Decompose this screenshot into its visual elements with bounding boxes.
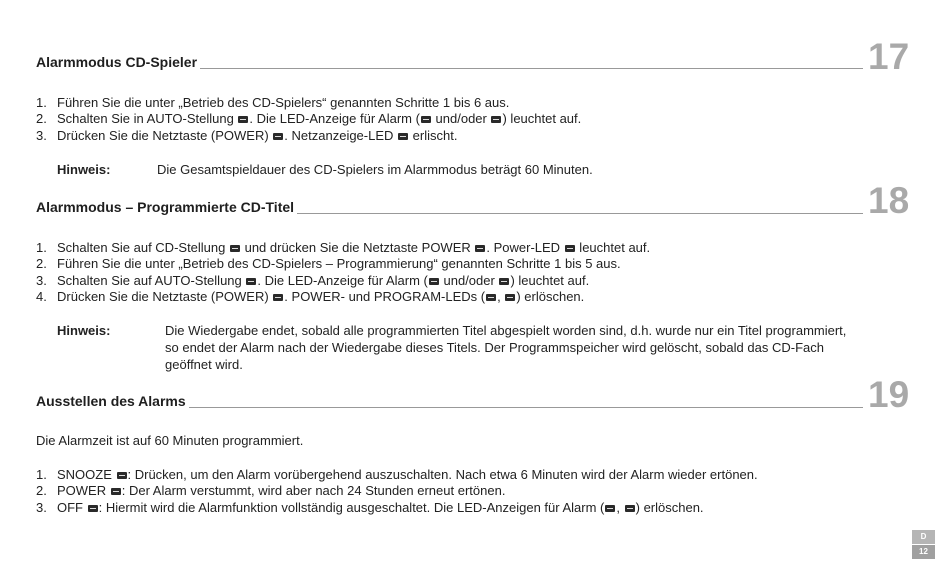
- key-reference-icon: [230, 245, 240, 252]
- key-reference-icon: [505, 294, 515, 301]
- step: 3. Drücken Sie die Netztaste (POWER) . Netzanzeige-LED erlischt.: [36, 128, 458, 143]
- section-18-heading: [36, 195, 863, 215]
- note-label: Hinweis:: [57, 162, 111, 177]
- key-reference-icon: [88, 505, 98, 512]
- key-reference-icon: [499, 278, 509, 285]
- key-reference-icon: [111, 488, 121, 495]
- key-reference-icon: [398, 133, 408, 140]
- key-reference-icon: [117, 472, 127, 479]
- key-reference-icon: [421, 116, 431, 123]
- step: 4. Drücken Sie die Netztaste (POWER) . POWER- und PROGRAM-LEDs ( , ) erlöschen.: [36, 289, 585, 304]
- section-17-heading: [36, 50, 863, 70]
- key-reference-icon: [429, 278, 439, 285]
- key-reference-icon: [491, 116, 501, 123]
- section-number: 19: [868, 374, 910, 415]
- note-label: Hinweis:: [57, 323, 111, 338]
- step: 2. Führen Sie die unter „Betrieb des CD-Spielers – Programmierung“ genannten Schritte 1 bis 5 aus.: [36, 256, 621, 271]
- key-reference-icon: [605, 505, 615, 512]
- section-title: Ausstellen des Alarms: [36, 393, 189, 409]
- section-title: Alarmmodus CD-Spieler: [36, 54, 200, 70]
- section-title: Alarmmodus – Programmierte CD-Titel: [36, 199, 297, 215]
- note: [57, 161, 857, 178]
- key-reference-icon: [625, 505, 635, 512]
- key-reference-icon: [475, 245, 485, 252]
- intro-text: Die Alarmzeit ist auf 60 Minuten programmiert.: [36, 433, 304, 448]
- step: 3. Schalten Sie auf AUTO-Stellung . Die LED-Anzeige für Alarm ( und/oder ) leuchtet auf.: [36, 273, 590, 288]
- note-text: Die Wiedergabe endet, sobald alle programmierten Titel abgespielt worden sind, d.h. wurde nur ein Titel programmiert, so endet der Alarm nach der Wiedergabe dieses Titels. Der Programmspeicher wird gelöscht, sobald das CD-Fach geöffnet wird.: [165, 323, 847, 372]
- key-reference-icon: [273, 294, 283, 301]
- key-reference-icon: [486, 294, 496, 301]
- step: 3. OFF : Hiermit wird die Alarmfunktion vollständig ausgeschaltet. Die LED-Anzeigen für Alarm ( , ) erlöschen.: [36, 500, 704, 515]
- section-19-heading: [36, 389, 863, 409]
- step: 1. Führen Sie die unter „Betrieb des CD-Spielers“ genannten Schritte 1 bis 6 aus.: [36, 95, 510, 110]
- section-number: 17: [868, 36, 910, 77]
- key-reference-icon: [238, 116, 248, 123]
- language-tab: D: [912, 530, 935, 544]
- key-reference-icon: [565, 245, 575, 252]
- key-reference-icon: [273, 133, 283, 140]
- step: 2. Schalten Sie in AUTO-Stellung . Die LED-Anzeige für Alarm ( und/oder ) leuchtet auf.: [36, 111, 582, 126]
- section-number: 18: [868, 180, 910, 221]
- note-text: Die Gesamtspieldauer des CD-Spielers im Alarmmodus beträgt 60 Minuten.: [157, 162, 593, 177]
- step: 1. Schalten Sie auf CD-Stellung und drücken Sie die Netztaste POWER . Power-LED leuchtet auf.: [36, 240, 651, 255]
- key-reference-icon: [246, 278, 256, 285]
- step: 2. POWER : Der Alarm verstummt, wird aber nach 24 Stunden erneut ertönen.: [36, 483, 506, 498]
- page-number: 12: [912, 545, 935, 559]
- note: [57, 322, 877, 373]
- step: 1. SNOOZE : Drücken, um den Alarm vorübergehend auszuschalten. Nach etwa 6 Minuten wird der Alarm wieder ertönen.: [36, 467, 758, 482]
